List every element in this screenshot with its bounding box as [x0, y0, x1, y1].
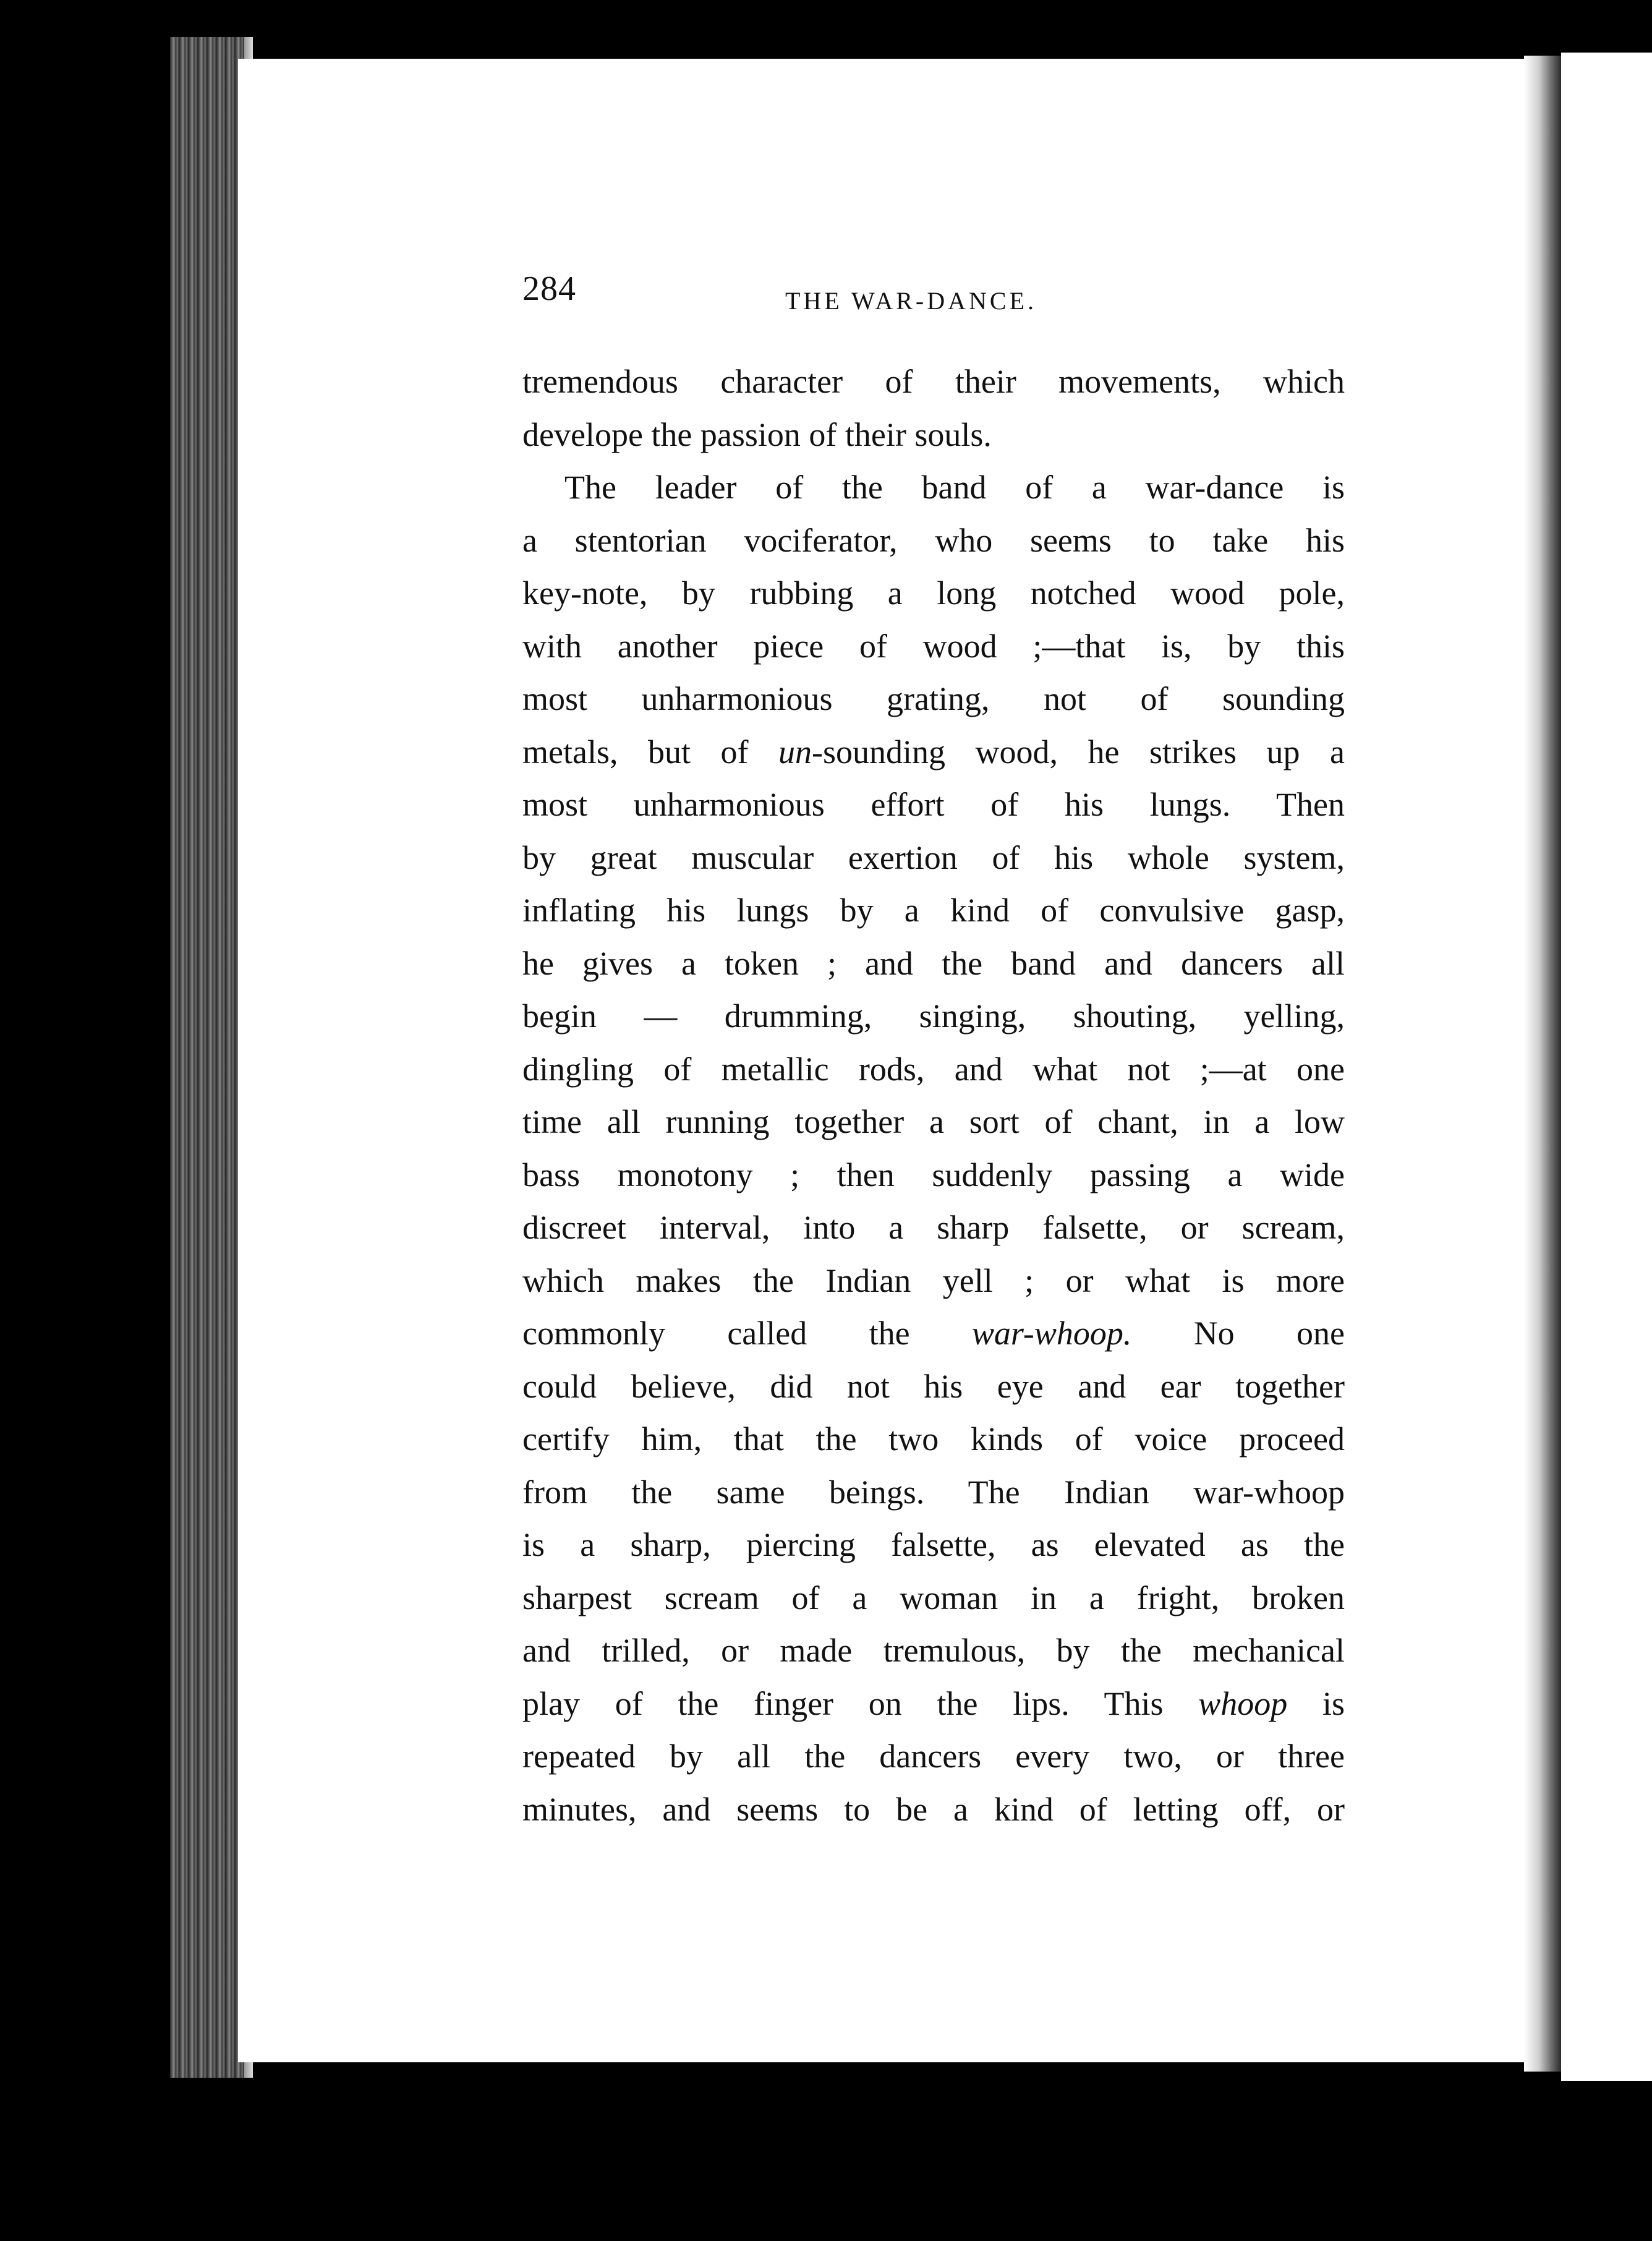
text-line [522, 832, 1345, 885]
page-number: 284 [522, 270, 576, 308]
line-text: dingling of metallic rods, and what not ;—at one [522, 1050, 1345, 1088]
text-line [522, 1202, 1345, 1255]
line-text: -sounding wood, he strikes up a [812, 733, 1345, 770]
line-text: most unharmonious effort of his lungs. Then [522, 786, 1345, 823]
italic-text: war-whoop. [971, 1315, 1132, 1352]
line-text: key-note, by rubbing a long notched wood pole, [522, 574, 1345, 612]
text-line [522, 1624, 1345, 1678]
text-line [522, 884, 1345, 937]
line-text: bass monotony ; then suddenly passing a wide [522, 1156, 1345, 1193]
line-text: certify him, that the two kinds of voice proceed [522, 1420, 1345, 1458]
facing-page [1561, 53, 1652, 2081]
line-text: tremendous character of their movements, which [522, 363, 1345, 400]
italic-text: un [778, 733, 812, 770]
line-text: discreet interval, into a sharp falsette, or scream, [522, 1209, 1345, 1246]
line-text: which makes the Indian yell ; or what is more [522, 1261, 1345, 1299]
line-text: The leader of the band of a war-dance is [564, 469, 1345, 506]
text-line [522, 356, 1345, 409]
text-line [522, 673, 1345, 726]
line-text: begin — drumming, singing, shouting, yelling, [522, 997, 1345, 1035]
text-line [522, 1519, 1345, 1572]
text-line [522, 779, 1345, 832]
italic-text: whoop [1198, 1684, 1288, 1722]
line-text: develope the passion of their souls. [522, 416, 992, 453]
line-text: is a sharp, piercing falsette, as elevated as the [522, 1526, 1345, 1563]
facing-page-shadow [1524, 56, 1561, 2072]
line-text: minutes, and seems to be a kind of letting off, or [522, 1790, 1345, 1828]
text-line [522, 1149, 1345, 1202]
text-line [522, 1783, 1345, 1837]
text-line [522, 1096, 1345, 1149]
line-text: is [1287, 1684, 1345, 1722]
text-line [522, 514, 1345, 568]
text-line [522, 1730, 1345, 1783]
line-text: a stentorian vociferator, who seems to take his [522, 521, 1345, 559]
running-head [522, 269, 1345, 325]
line-text: from the same beings. The Indian war-whoop [522, 1473, 1345, 1511]
line-text: No one [1131, 1315, 1345, 1352]
line-text: with another piece of wood ;—that is, by this [522, 627, 1345, 665]
line-text: play of the finger on the lips. This [522, 1684, 1199, 1722]
line-text: metals, but of [522, 733, 778, 770]
line-text: could believe, did not his eye and ear together [522, 1367, 1345, 1405]
text-line [522, 726, 1345, 779]
header-title: THE WAR-DANCE. [785, 287, 1037, 315]
text-line [522, 567, 1345, 620]
text-line [522, 620, 1345, 673]
line-text: repeated by all the dancers every two, or three [522, 1738, 1345, 1775]
line-text: time all running together a sort of chant, in a low [522, 1103, 1345, 1140]
text-line [522, 461, 1345, 514]
line-text: sharpest scream of a woman in a fright, broken [522, 1579, 1345, 1616]
line-text: and trilled, or made tremulous, by the mechanical [522, 1632, 1345, 1669]
line-text: commonly called the [522, 1315, 972, 1352]
text-line [522, 1360, 1345, 1414]
line-text: by great muscular exertion of his whole system, [522, 839, 1345, 876]
text-line [522, 1572, 1345, 1625]
text-line [522, 409, 1345, 462]
text-line [522, 1678, 1345, 1731]
text-line [522, 1307, 1345, 1360]
body-text [522, 356, 1345, 1836]
line-text: most unharmonious grating, not of sounding [522, 680, 1345, 717]
text-line [522, 937, 1345, 991]
text-line [522, 1466, 1345, 1519]
text-line [522, 1255, 1345, 1308]
text-line [522, 990, 1345, 1043]
page-edges [170, 37, 244, 2078]
text-line [522, 1043, 1345, 1096]
line-text: inflating his lungs by a kind of convulsive gasp, [522, 892, 1345, 929]
text-line [522, 1413, 1345, 1466]
line-text: he gives a token ; and the band and dancers all [522, 944, 1345, 982]
